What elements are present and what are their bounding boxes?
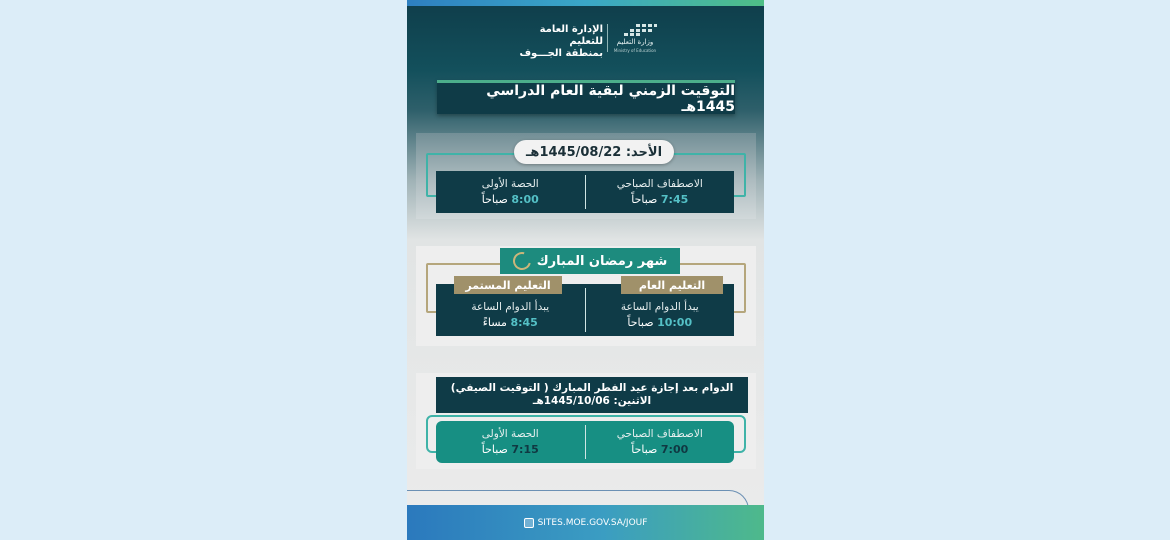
continuing-ed-time-period: مساءً: [482, 316, 507, 329]
summer-assembly-time-value: 7:00: [660, 443, 689, 456]
section1-card: [436, 171, 734, 213]
footer-bar: [407, 505, 764, 540]
continuing-ed-time-value: 8:45: [510, 316, 538, 329]
ministry-name-arabic: وزارة التعليم: [616, 38, 654, 46]
ramadan-title: [500, 248, 680, 274]
section3-right-col: [586, 421, 735, 463]
after-eid-title-line-2: الاثنين: 1445/10/06هـ: [532, 395, 652, 407]
section1-right-col: [586, 171, 735, 213]
continuing-ed-time: [483, 316, 538, 329]
section-after-eid: [416, 373, 756, 469]
first-period-time-value: 8:00: [511, 193, 539, 206]
assembly-label: الاصطفاف الصباحي: [616, 178, 703, 190]
assembly-time-period: صباحاً: [631, 193, 658, 206]
general-ed-time-value: 10:00: [657, 316, 693, 329]
top-gradient-bar: [407, 0, 764, 6]
section1-date: الأحد: 1445/08/22هـ: [514, 140, 674, 164]
logo-divider: [607, 24, 608, 52]
summer-assembly-time-period: صباحاً: [631, 443, 658, 456]
general-ed-label: يبدأ الدوام الساعة: [620, 301, 699, 313]
ministry-name-english: Ministry of Education: [613, 48, 657, 53]
summer-first-period-time: [482, 443, 539, 456]
section3-card: [436, 421, 734, 463]
department-line-1: الإدارة العامة للتعليم: [539, 24, 603, 47]
ministry-logo: [612, 20, 658, 56]
summer-first-period-time-period: صباحاً: [481, 443, 508, 456]
summer-assembly-label: الاصطفاف الصباحي: [616, 428, 703, 440]
general-ed-tag: التعليم العام: [621, 276, 723, 294]
page-title: التوقيت الزمني لبقية العام الدراسي 1445هـ: [437, 80, 735, 114]
website-icon: [524, 518, 534, 528]
first-period-time: [482, 193, 539, 206]
department-name: [507, 24, 603, 60]
header-logos: [407, 20, 764, 60]
general-ed-time-period: صباحاً: [627, 316, 654, 329]
summer-assembly-time: [631, 443, 688, 456]
section3-separator: [585, 425, 586, 459]
assembly-time-value: 7:45: [660, 193, 689, 206]
ministry-logo-dots-icon: [612, 23, 658, 37]
section1-separator: [585, 175, 586, 209]
after-eid-title: [436, 377, 748, 413]
summer-first-period-label: الحصة الأولى: [481, 428, 539, 440]
department-line-2: بمنطقة الجـــوف: [519, 48, 603, 59]
assembly-time: [631, 193, 688, 206]
continuing-ed-label: يبدأ الدوام الساعة: [471, 301, 550, 313]
first-period-label: الحصة الأولى: [481, 178, 539, 190]
general-ed-time: [627, 316, 692, 329]
section1-left-col: [436, 171, 585, 213]
section3-left-col: [436, 421, 585, 463]
crescent-icon: [509, 249, 534, 274]
website-url[interactable]: SITES.MOE.GOV.SA/JOUF: [537, 517, 648, 528]
section-current-schedule: [416, 133, 756, 219]
poster: [407, 0, 764, 540]
after-eid-title-line-1: الدوام بعد إجازة عيد الفطر المبارك ( التوقيت الصيفي): [450, 382, 734, 394]
first-period-time-period: صباحاً: [481, 193, 508, 206]
section2-separator: [585, 288, 586, 332]
section-ramadan: [416, 246, 756, 346]
ramadan-title-text: شهر رمضان المبارك: [536, 253, 668, 269]
summer-first-period-time-value: 7:15: [511, 443, 539, 456]
continuing-ed-tag: التعليم المستمر: [454, 276, 562, 294]
